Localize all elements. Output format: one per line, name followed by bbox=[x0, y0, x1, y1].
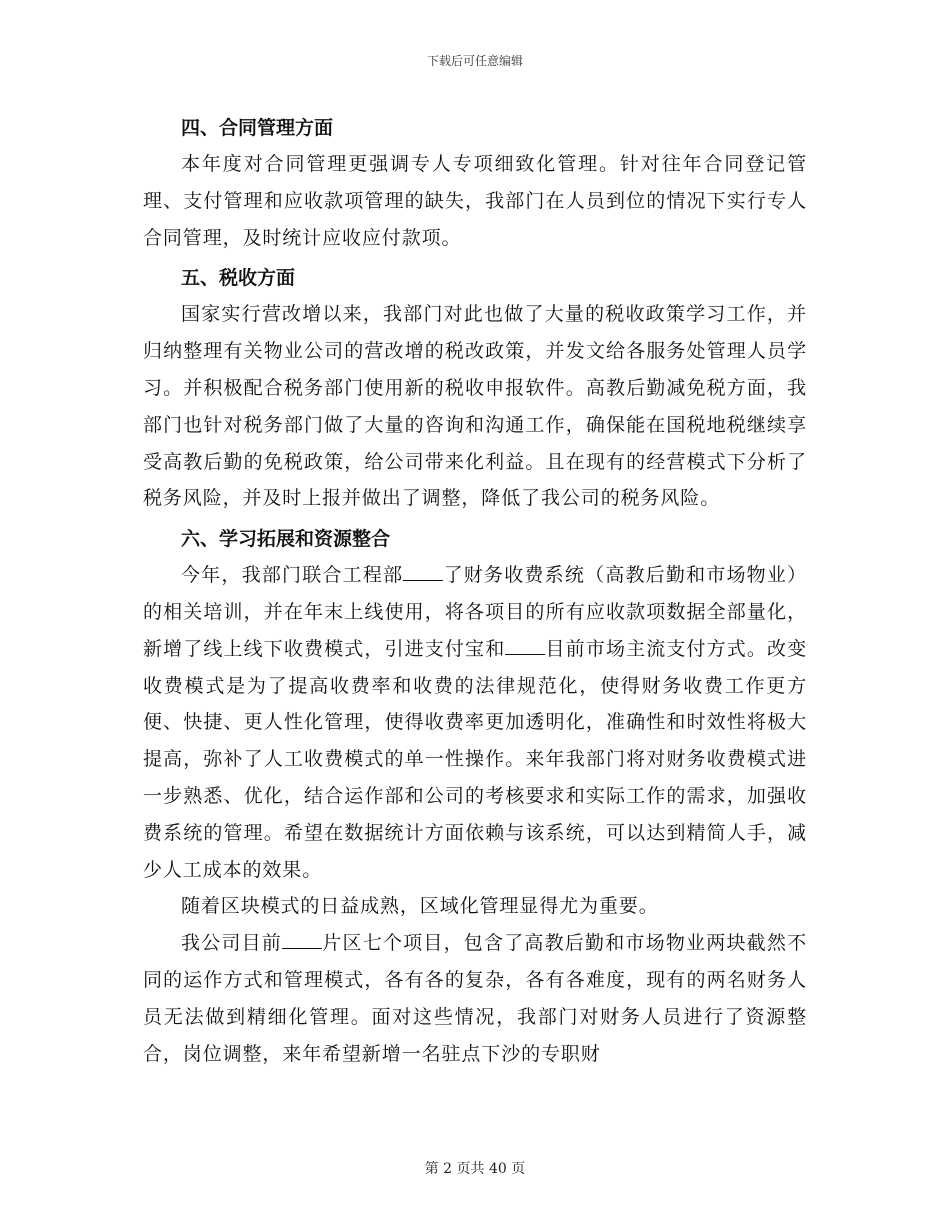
paragraph-learning-1 bbox=[143, 557, 807, 888]
page-number: 第 2 页共 40 页 bbox=[424, 1161, 526, 1177]
text-segment: 片区七个项目，包含了高教后勤和市场物业两块截然不同的运作方式和管理模式，各有各的复杂，各有各难度，现有的两名财务人员无法做到精细化管理。面对这些情况，我部门对财务人员进行了资源整合，岗位调整，来年希望新增一名驻点下沙的专职财 bbox=[143, 932, 807, 1065]
section-heading-learning: 六、学习拓展和资源整合 bbox=[181, 528, 391, 551]
section-heading-contract: 四、合同管理方面 bbox=[181, 117, 334, 139]
paragraph-learning-2: 随着区块模式的日益成熟，区域化管理显得尤为重要。 bbox=[181, 895, 659, 918]
text-segment: 今年，我部门联合工程部 bbox=[181, 564, 404, 587]
blank-underline bbox=[403, 562, 443, 581]
blank-underline bbox=[282, 930, 322, 949]
page-header-note: 下载后可任意编辑 bbox=[426, 54, 523, 68]
text-segment: 目前市场主流支付方式。改变收费模式是为了提高收费率和收费的法律规范化，使得财务收费工作更方便、快捷、更人性化管理，使得收费率更加透明化，准确性和时效性将极大提高，弥补了人工收费模式的单一性操作。来年我部门将对财务收费模式进一步熟悉、优化，结合运作部和公司的考核要求和实际工作的需求，加强收费系统的管理。希望在数据统计方面依赖与该系统，可以达到精简人手，减少人工成本的效果。 bbox=[143, 637, 808, 881]
text-segment: 了财务收费系统（高教后勤和市场物业）的相关培训，并在年末上线使用，将各项目的所有应收款项数据全部量化，新增了线上线下收费模式，引进支付宝和 bbox=[143, 564, 808, 660]
document-body bbox=[143, 106, 807, 1072]
section-heading-tax: 五、税收方面 bbox=[181, 267, 296, 290]
text-segment: 我公司目前 bbox=[181, 932, 283, 955]
paragraph-tax: 国家实行营改增以来，我部门对此也做了大量的税收政策学习工作，并归纳整理有关物业公司的营改增的税改政策，并发文给各服务处管理人员学习。并积极配合税务部门使用新的税收申报软件。高教后勤减免税方面，我部门也针对税务部门做了大量的咨询和沟通工作，确保能在国税地税继续享受高教后勤的免税政策，给公司带来化利益。且在现有的经营模式下分析了税务风险，并及时上报并做出了调整，降低了我公司的税务风险。 bbox=[143, 303, 807, 510]
paragraph-contract: 本年度对合同管理更强调专人专项细致化管理。针对往年合同登记管理、支付管理和应收款项管理的缺失，我部门在人员到位的情况下实行专人合同管理，及时统计应收应付款项。 bbox=[143, 153, 807, 249]
paragraph-learning-3 bbox=[143, 925, 807, 1072]
blank-underline bbox=[505, 636, 545, 655]
